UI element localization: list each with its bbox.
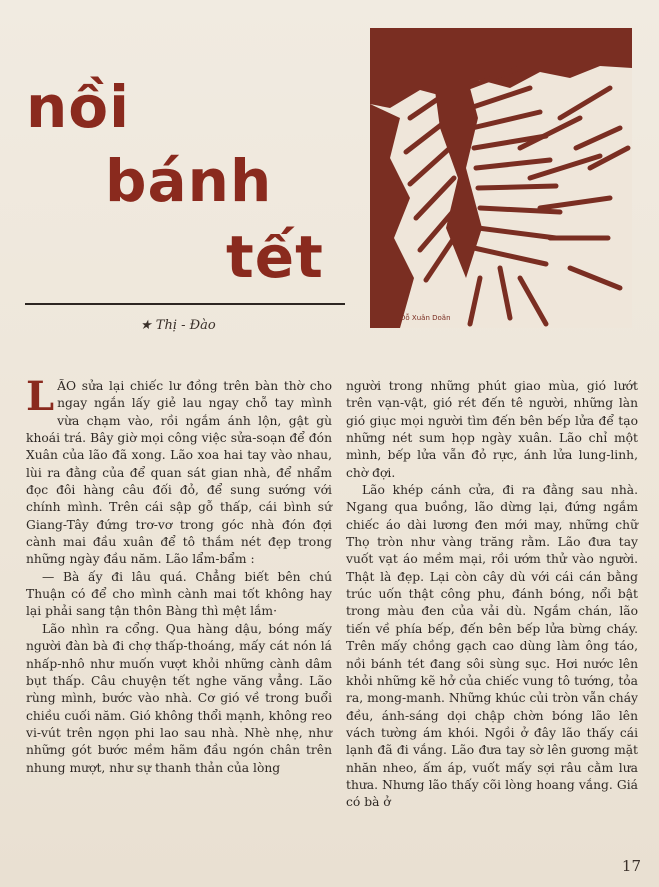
paragraph-2: — Bà ấy đi lâu quá. Chẳng biết bên chú Thuận có để cho mình cành mai tốt không hay lại phải sang tận thôn Bàng thì mệt lắm· <box>26 569 332 619</box>
title-line-3: tết <box>226 223 324 291</box>
title-line-1: nồi <box>26 73 131 141</box>
title-divider <box>25 303 345 305</box>
article-column-right <box>346 378 638 812</box>
paragraph-3: Lão nhìn ra cổng. Qua hàng dậu, bóng mấy người đàn bà đi chợ thấp-thoáng, mấy cát nón lá nhấp-nhô như muốn vượt khỏi những cành dâm bụt thấp. Câu chuyện tết nghe văng vẳng. Lão rùng mình, bước vào nhà. Cơ gió về trong buổi chiều cuối năm. Gió không thổi mạnh, không reo vi-vút trên ngọn phi lao sau nhà. Nhè nhẹ, như những gót bước mềm hãm đầu ngón chân trên nhung mượt, như sự thanh thản của lòng <box>26 621 332 775</box>
title-line-2: bánh <box>105 147 273 215</box>
artwork-signature: Đỗ Xuân Doãn <box>400 314 451 322</box>
brush-illustration <box>370 28 632 328</box>
paragraph-1 <box>26 373 332 569</box>
paragraph-4: người trong những phút giao mùa, gió lướt trên vạn-vật, gió rét đến tê người, những làn gió giục mọi người tìm đến bên bếp lửa để tạo những nét sum họp ngày xuân. Lão chỉ một mình, bếp lửa vẫn đỏ rực, ánh lửa lung-linh, chờ đợi. <box>346 379 638 480</box>
paragraph-5: Lão khép cánh cửa, đi ra đằng sau nhà. Ngang qua buồng, lão dừng lại, đứng ngắm chiếc áo dài lương đen mới may, những chữ Thọ tròn như vàng trăng rằm. Lão đưa tay vuốt vạt áo mềm mại, rồi ướm thử vào người. Thật là đẹp. Lại còn cây dù với cái cán bằng trúc uốn thật công phu, đánh bóng, nổi bật trong màu đen của vải dù. Ngắm chán, lão tiến về phía bếp, đến bên bếp lửa bừng cháy. Trên mấy chồng gạch cao dùng làm ông táo, nồi bánh tét đang sôi sùng sục. Hơi nước lên khỏi những kẽ hở của chiếc vung tô tướng, tỏa ra, mong-manh. Những khúc củi tròn vẫn cháy đều, ánh-sáng dọi chập chờn bóng lão lên vách tường ám khói. Ngồi ở đây lão thấy cái lạnh đã đi vắng. Lão đưa tay sờ lên gương mặt nhăn nheo, ấm áp, vuốt mấy sợi râu cằm lưa thưa. Nhưng lão thấy cõi lòng hoang vắng. Giá có bà ở <box>346 483 638 810</box>
drop-cap: L <box>26 373 55 420</box>
author-byline: ★ Thị - Đào <box>140 318 216 333</box>
article-column-left <box>26 373 332 777</box>
paragraph-1-text: ÃO sửa lại chiếc lư đồng trên bàn thờ cho ngay ngắn lấy giẻ lau ngay chỗ tay mình vừa chạm vào, rồi ngắm ánh lộn, gật gù khoái trá. Bây giờ mọi công việc sửa-soạn để đón Xuân của lão đã xong. Lão xoa hai tay vào nhau, lùi ra đằng của để quan sát gian nhà, để nhẩm đọc đôi hàng câu đối đỏ, để sung sướng với chính mình. Trên cái sập gỗ thấp, cái bình sứ Giang-Tây đứng trơ-vơ trong góc nhà đón đợi cành mai đầu xuân để tô thắm nét đẹp trong những ngày đầu năm. Lão lẩm-bẩm : <box>26 379 332 567</box>
page-number: 17 <box>621 857 641 875</box>
